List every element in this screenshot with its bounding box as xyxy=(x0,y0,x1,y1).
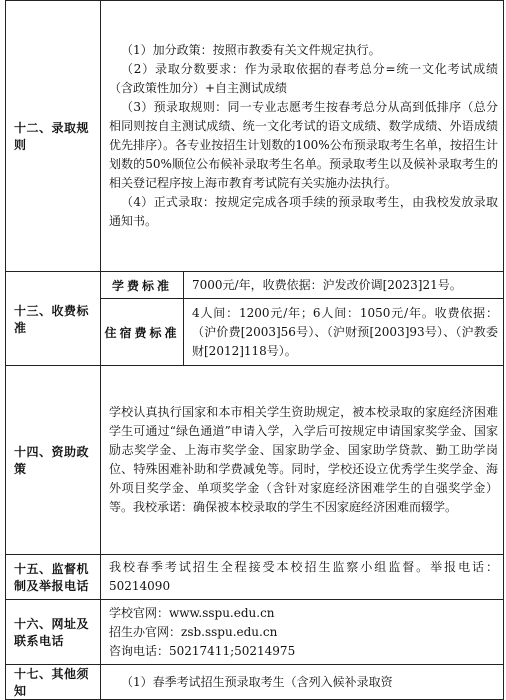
row-label: 十五、监督机制及举报电话 xyxy=(6,555,101,600)
row-financial-aid xyxy=(6,366,504,555)
school-website: 学校官网：www.sspu.edu.cn xyxy=(109,605,275,620)
contact-content xyxy=(101,600,504,665)
financial-aid-text: 学校认真执行国家和本市相关学生资助规定，被本校录取的家庭经济困难学生可通过“绿色通道”申请入学，入学后可按规定申请国家奖学金、国家励志奖学金、上海市奖学金、国家助学金、国家助学贷款、勤工助学岗位、特殊困难补助和学费减免等。同时，学校还设立优秀学生奖学金、海外项目奖学金、单项奖学金（含针对家庭经济困难学生的自强奖学金）等。我校承诺：确保被本校录取的学生不因家庭经济困难而辍学。 xyxy=(101,366,504,555)
rule-paragraph: （4）正式录取：按规定完成各项手续的预录取考生，由我校发放录取通知书。 xyxy=(109,195,499,228)
row-contact xyxy=(6,600,504,665)
row-other-notes xyxy=(6,665,504,700)
tuition-label: 学费标准 xyxy=(101,272,184,299)
row-label: 十四、资助政策 xyxy=(6,366,101,555)
row-label: 十六、网址及联系电话 xyxy=(6,600,101,665)
row-label: 十七、其他须知 xyxy=(6,665,101,700)
rule-paragraph: （1）加分政策：按照市教委有关文件规定执行。 xyxy=(121,43,381,57)
rule-paragraph: （2）录取分数要求：作为录取依据的春考总分=统一文化考试成绩（含政策性加分）+自主测试成绩 xyxy=(109,62,499,95)
row-admission-rules xyxy=(6,1,504,272)
dorm-fee-text: 4人间：1200元/年；6人间：1050元/年。收费依据：（沪价费[2003]56号）、（沪财预[2003]93号）、（沪教委财[2012]118号）。 xyxy=(184,299,504,366)
tuition-text: 7000元/年，收费依据：沪发改价调[2023]21号。 xyxy=(184,272,504,299)
admission-rules-content xyxy=(101,1,504,272)
admissions-website: 招生办官网：zsb.sspu.edu.cn xyxy=(109,624,278,639)
other-notes-text xyxy=(101,665,504,700)
other-notes-line: （1）春季考试招生预录取考生（含列入候补录取资 xyxy=(121,675,393,689)
row-label: 十二、录取规则 xyxy=(6,1,101,272)
row-fees-tuition xyxy=(6,272,504,299)
rule-paragraph: （3）预录取规则：同一专业志愿考生按春考总分从高到低排序（总分相同则按自主测试成绩、统一文化考试的语文成绩、数学成绩、外语成绩优先排序）。各专业按招生计划数的100%公布预录取考生名单，按招生计划数的50%顺位公布候补录取考生名单。预录取考生以及候补录取考生的相关登记程序按上海市教育考试院有关实施办法执行。 xyxy=(109,100,499,190)
admission-info-table xyxy=(5,0,504,700)
row-label: 十三、收费标准 xyxy=(6,272,101,366)
supervision-text: 我校春季考试招生全程接受本校招生监察小组监督。举报电话：50214090 xyxy=(101,555,504,600)
row-supervision xyxy=(6,555,504,600)
consult-phone: 咨询电话：50217411;50214975 xyxy=(109,643,296,658)
dorm-fee-label: 住宿费标准 xyxy=(101,299,184,366)
